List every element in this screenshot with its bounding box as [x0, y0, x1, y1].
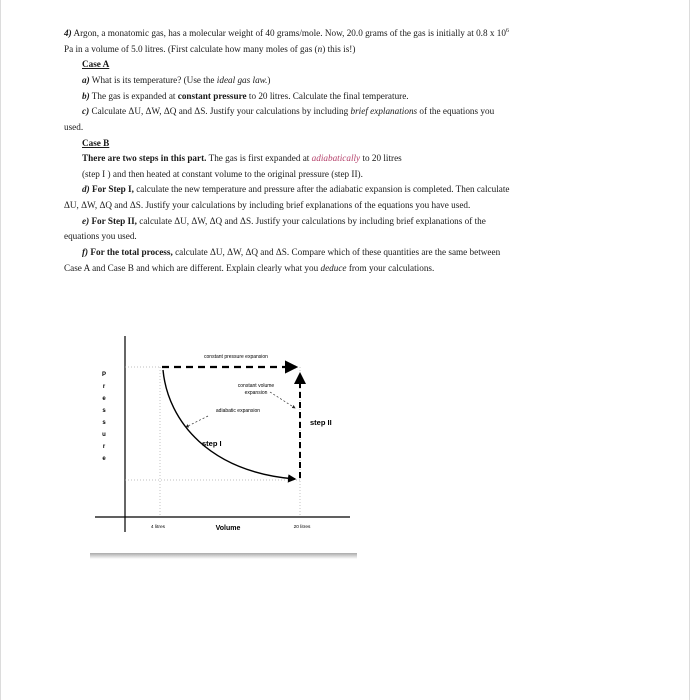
question-c-text2: of the equations you	[417, 106, 495, 117]
x-tick-left: 4 litres	[150, 525, 166, 530]
question-e-text1: calculate ΔU, ΔW, ΔQ and ΔS. Justify your calculations by including brief explanations of the	[136, 215, 486, 226]
exponent: 6	[505, 28, 509, 34]
question-c-text1: Calculate ΔU, ΔW, ΔQ and ΔS. Justify your calculations by including	[89, 106, 351, 117]
question-f-bold: For the total process,	[88, 247, 173, 258]
intro-text-2b: ) this is!)	[322, 43, 356, 54]
y-letter: r	[102, 384, 106, 390]
question-c	[64, 104, 644, 120]
question-b-text2: to 20 litres. Calculate the final temperature.	[246, 90, 409, 101]
case-a-title: Case A	[82, 59, 110, 70]
label-constant-volume-1: constant volume	[237, 383, 275, 389]
question-b-bold: constant pressure	[177, 90, 247, 101]
question-a-label: a)	[82, 74, 90, 85]
question-e-cont: equations you used.	[64, 231, 137, 242]
question-a-text: What is its temperature? (Use the	[89, 74, 217, 85]
case-b-bold: There are two steps in this part.	[82, 153, 207, 164]
y-letter: e	[102, 396, 106, 402]
pointer-constant-volume	[270, 392, 295, 408]
question-f-label: f)	[82, 247, 89, 258]
question-c-label: c)	[82, 106, 90, 117]
question-f	[64, 245, 644, 261]
pv-diagram	[90, 332, 360, 559]
question-d-label: d)	[82, 184, 90, 195]
intro-text-1: Argon, a monatomic gas, has a molecular weight of 40 grams/mole. Now, 20.0 grams of the gas is initially at 0.8 x 10	[71, 28, 506, 39]
label-step-1: step I	[202, 439, 222, 448]
y-letter: u	[102, 432, 106, 438]
question-d-text1: calculate the new temperature and pressure after the adiabatic expansion is completed. Then calculate	[133, 184, 510, 195]
case-b-text2: to 20 litres	[360, 153, 402, 164]
question-a	[64, 73, 644, 89]
question-b-text1: The gas is expanded at	[89, 90, 178, 101]
question-a-ital: ideal gas law.	[216, 74, 268, 85]
y-axis-label	[102, 372, 106, 462]
case-b-text1: The gas is first expanded at	[206, 153, 312, 164]
page-border-left	[0, 0, 1, 700]
y-letter: P	[101, 372, 107, 378]
question-b-label: b)	[82, 90, 90, 101]
question-e	[64, 214, 644, 230]
label-adiabatic: adiabatic expansion	[215, 408, 261, 414]
question-e-bold: For Step II,	[89, 215, 137, 226]
x-axis-label: Volume	[215, 525, 241, 532]
question-f-ital: deduce	[320, 262, 347, 273]
question-e-label: e)	[82, 215, 90, 226]
y-letter: s	[102, 408, 106, 414]
case-b-accent: adiabatically	[311, 153, 361, 164]
figure-shadow	[90, 553, 357, 559]
y-letter: r	[102, 444, 106, 450]
label-constant-volume-2: expansion	[244, 390, 268, 396]
y-letter: s	[102, 420, 106, 426]
question-c-ital: brief explanations	[350, 106, 418, 117]
pointer-adiabatic	[186, 416, 208, 427]
question-b	[64, 89, 644, 105]
question-d-cont: ΔU, ΔW, ΔQ and ΔS. Justify your calculations by including brief explanations of the equations you have used.	[64, 200, 471, 211]
question-f-text2a: Case A and Case B and which are different. Explain clearly what you	[64, 262, 321, 273]
question-d	[64, 182, 644, 198]
adiabatic-curve	[163, 370, 295, 479]
x-tick-right: 20 litres	[293, 525, 311, 530]
label-step-2: step II	[310, 418, 332, 427]
y-letter: e	[102, 456, 106, 462]
intro-line-1	[64, 26, 644, 42]
question-d-bold: For Step I,	[89, 184, 134, 195]
question-f-text2b: from your calculations.	[346, 262, 435, 273]
problem-text	[64, 26, 644, 276]
case-b-line-1	[64, 151, 644, 167]
pv-diagram-svg	[90, 332, 360, 554]
question-c-cont: used.	[64, 121, 84, 132]
question-a-end: )	[267, 74, 271, 85]
case-b-line-2: (step I ) and then heated at constant volume to the original pressure (step II).	[82, 168, 363, 179]
problem-number: 4)	[64, 28, 72, 39]
question-f-cont	[64, 261, 644, 277]
intro-line-2	[64, 42, 644, 58]
case-b-title: Case B	[82, 137, 110, 148]
label-constant-pressure: constant pressure expansion	[204, 354, 268, 360]
intro-text-2a: Pa in a volume of 5.0 litres. (First calculate how many moles of gas (	[64, 43, 318, 54]
intro-n: n	[317, 43, 323, 54]
question-f-text1: calculate ΔU, ΔW, ΔQ and ΔS. Compare which of these quantities are the same between	[172, 247, 501, 258]
